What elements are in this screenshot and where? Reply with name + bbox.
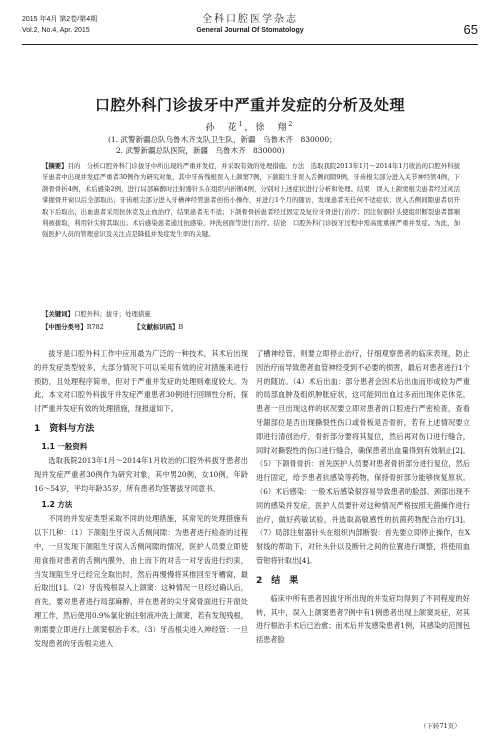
paragraph-1-2: 不同的并发症类型采取不同的处理措施，其常见的处理措施有以下几种：（1）下颌阻生牙误入舌侧间隙：为患者进行检查的过程中，一旦发现下颌阻生牙误入舌侧间隙的情况，医护人员要立即使用食指对患者的舌侧内膜外，由上而下的对舌一对牙齿进行约束，当发现阻生牙已经完全取出时，然后再慢慢将其推回至牙槽窝，最后取出[1]。（2）牙齿残根误入上颌窦：这种情况一旦经过确认后，首先，要对患者进行局部麻醉，并在患者的尖牙窝骨面进行开窗处理工作，然后使用0.9%氯化钠注射液冲洗上颌窦，若有发现残根，则需要立即进行上颌窦根治手术。（3）牙齿根尖进入神经管：一旦发现患者的牙齿根尖进入 (34, 514, 248, 648)
journal-name-en: General Journal Of Stomatology (196, 27, 304, 34)
abstract-label: 【摘要】 (42, 162, 68, 170)
doc-label: 【文献标识码】 (133, 323, 179, 331)
clc (42, 323, 118, 331)
doc-code (134, 323, 197, 331)
keywords-label: 【关键词】 (42, 310, 74, 318)
author-1: 孙 花 (205, 123, 239, 133)
author-2: 徐 翔 (255, 123, 289, 133)
affiliations (108, 134, 408, 156)
affiliation-1: (1. 武警新疆总队乌鲁木齐支队卫生队，新疆 乌鲁木齐 830000； (108, 135, 337, 144)
clc-value: R782 (86, 323, 104, 331)
continued-note: （下转71页） (420, 722, 461, 730)
left-column (34, 347, 248, 650)
intro-paragraph: 拔牙是口腔外科工作中应用最为广泛的一种技术，其术后出现的并发症类型较多，大部分情况下可以采用有效的应对措施来进行预防，且处理程序简单，但对于严重并发症的处理则难度较大。为此，本文对口腔外科拔牙并发症严重患者30例进行回顾性分析，探讨严重并发症有效的处理措施，现报道如下。 (34, 349, 248, 414)
page-number: 65 (463, 22, 478, 37)
issue-en: Vol.2, No.4, Apr. 2015 (22, 27, 90, 34)
right-column (256, 347, 470, 647)
header-rule (22, 44, 478, 45)
paragraph-1-1: 选取我院2013年1月～2014年1月收治的口腔外科拔牙患者出现并发症严重者30例作为研究对象，其中男20例，女10例，年龄16～54岁，平均年龄35岁，所有患者均签署拔牙同意书。 (34, 455, 248, 493)
subsection-1-1-heading: 1.1 一般资料 (41, 441, 88, 451)
author-1-sup: 1 (238, 121, 245, 128)
article-title: 口腔外科门诊拔牙中严重并发症的分析及处理 (94, 96, 405, 114)
abstract-text: 目的 分析口腔外科门诊拔牙中所出现的严重并发症，并采取有效的处理措施。方法 选取我院2013年1月～2014年1月收治的口腔外科拔牙患者中出现并发症严重者30例作为研究对象，其中牙齿残根误入上颌窦7例，下颌阻生牙误入舌侧间隙9例，牙齿根尖部分进入关节神经管4例，下颌骨骨折4例，术后感染2例，进行局部麻醉时注射器针头在组织内折断4例，分别对上述症状进行分析和处理。结果 误入上颌窦根尖患者经过灵活掌握骨开窗以后全部取出；牙齿根尖部分进入牙槽神经管患者创伤小操作，并进行1个月的随访，发现患者无任何不适症状；误入舌侧间隙患者切开取下后取出；出血患者采用抗休克及止血治疗，结果患者无不适；下颌骨骨折患者经过固定及复位牙骨进行治疗；因注射器针头使组织断裂患者都顺利被拔取，利用针尖将其取出；术后感染患者通过抗感染、冲洗创面等进行治疗。结论 口腔外科门诊拔牙过程中需高度重视严重并发症。为此，加强医护人员的管理意识及关注点是降低并发症发生率的关键。 (42, 162, 460, 239)
keywords-text: 口腔外科；拔牙；处理措施 (73, 310, 151, 318)
clc-label: 【中图分类号】 (42, 323, 87, 331)
paragraph-2: 临床中所有患者因拔牙所出现的并发症均得到了不同程度的好转，其中，误入上颌窦患者7例中有1例患者出现上颌窦炎症，对其进行根治手术后已治愈；而术后并发感染患者1例，其感染的范围包括患者脸 (256, 593, 470, 645)
paragraph-right-1: 了槽神经管，则要立即停止治疗，仔细观察患者的临床表现，防止因治疗而导致患者血管神经受到不必要的损害，最后对患者进行1个月的随访。（4）术后出血：部分患者会因术后出血而形成较为严重的局部血肿及组织肿胀症状，这可能同出血过多而出现休克休克，患者一旦出现这样的状况要立即对患者的口腔进行严密检查，查看牙龈部位是否出现撕裂性伤口或骨板是否骨折，若有上述情况要立即进行清创治疗，骨折部分要将其复位，然后再对伤口进行缝合，同时对撕裂性的伤口进行缝合，确保患者出血量得到有效制止[2]。（5）下颌骨骨折：首先医护人员要对患者骨折部分进行复位，然后进行固定，给予患者抗感染等药物，保持骨折部分能够恢复原状。（6）术后感染：一般术后感染很容易导致患者的脸部、颈部出现不同的感染并发症，医护人员要针对这种情况严格按照无菌操作进行治疗，做好药敏试验，并选取高敏感性的抗菌药物配合治疗[3]。（7）局部注射器针头在组织内部断裂：首先要立即停止操作，在X射线的帮助下，对针头针以及断针之间的位置进行调整，将使用血管钳将针取出[4]。 (256, 349, 470, 565)
authors: 孙 花$^1$，徐 翔$^2$ (205, 121, 295, 133)
section-2-heading: 2 结 果 (256, 575, 299, 586)
issue-cn: 2015 年4月 第2卷/第4期 (22, 16, 98, 23)
abstract (42, 161, 460, 241)
doc-value: B (178, 323, 184, 331)
section-1-heading: 1 资料与方法 (34, 423, 95, 434)
author-2-sup: 2 (288, 121, 295, 128)
journal-name (22, 14, 478, 36)
keywords (42, 309, 460, 320)
subsection-1-2-heading: 1.2 方法 (41, 500, 73, 510)
affiliation-2: 2. 武警新疆总队医院，新疆 乌鲁木齐 830000) (116, 146, 285, 155)
journal-name-cn: 全科口腔医学杂志 (202, 14, 298, 25)
page-header (22, 14, 478, 44)
classification (42, 322, 460, 333)
